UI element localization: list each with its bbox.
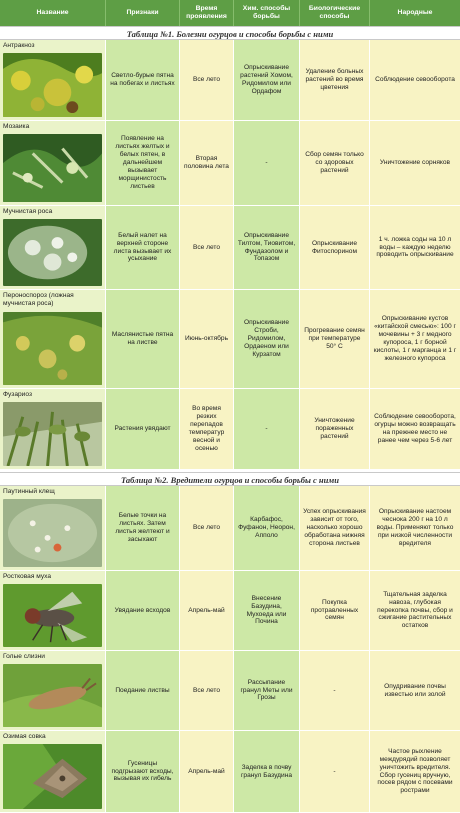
signs-cell: Белые точки на листьях. Затем листья желтеют и засыхают	[106, 486, 180, 571]
table-row	[0, 651, 460, 731]
folk-cell: Опрыскивание настоем чеснока 200 г на 10 л воды. Применяют только при низкой численности вредителя	[370, 486, 460, 571]
name-cell	[0, 731, 106, 813]
chem-cell: Карбафос, Фуфанон, Неорон, Апполо	[234, 486, 300, 571]
header-time: Время проявления	[180, 0, 234, 26]
name-cell	[0, 290, 106, 389]
time-cell: Вторая половина лета	[180, 121, 234, 206]
row-name: Мозаика	[3, 123, 30, 130]
time-cell: Все лето	[180, 486, 234, 571]
name-cell	[0, 486, 106, 571]
signs-cell: Светло-бурые пятна на побегах и листьях	[106, 40, 180, 121]
time-cell: Апрель-май	[180, 731, 234, 813]
time-cell: Все лето	[180, 651, 234, 731]
row-name: Антракноз	[3, 42, 35, 49]
signs-cell: Маслянистые пятна на листве	[106, 290, 180, 389]
header-row	[0, 0, 460, 26]
table-row	[0, 290, 460, 389]
row-name: Озимая совка	[3, 733, 46, 740]
table-row	[0, 206, 460, 290]
peronosporosis-photo	[3, 312, 102, 385]
name-cell	[0, 651, 106, 731]
folk-cell: Уничтожение сорняков	[370, 121, 460, 206]
folk-cell: Опудривание почвы известью или золой	[370, 651, 460, 731]
table-row	[0, 486, 460, 571]
name-cell	[0, 389, 106, 470]
bio-cell: Успех опрыскивания зависит от того, насколько хорошо обработана нижняя сторона листьев	[300, 486, 370, 571]
signs-cell: Увядание всходов	[106, 571, 180, 651]
signs-cell: Растения увядают	[106, 389, 180, 470]
chem-cell: Опрыскивание Тилтом, Тиовитом, Фундазолом и Топазом	[234, 206, 300, 290]
time-cell: Июнь-октябрь	[180, 290, 234, 389]
slug-photo	[3, 664, 102, 727]
table-row	[0, 40, 460, 121]
bio-cell: Прогревание семян при температуре 50° С	[300, 290, 370, 389]
bio-cell: Уничтожение пораженных растений	[300, 389, 370, 470]
table2-title: Таблица №2. Вредители огурцов и способы борьбы с ними	[0, 472, 460, 486]
chem-cell: Опрыскивание растений Хомом, Ридомилом или Ордафом	[234, 40, 300, 121]
bio-cell: Удаление больных растений во время цветения	[300, 40, 370, 121]
fusarium-photo	[3, 402, 102, 466]
signs-cell: Гусеницы подгрызают всходы, вызывая их гибель	[106, 731, 180, 813]
row-name: Пероноспороз (ложная мучнистая роса)	[3, 292, 74, 307]
time-cell: Все лето	[180, 40, 234, 121]
row-name: Фузариоз	[3, 391, 32, 398]
name-cell	[0, 121, 106, 206]
table1-title: Таблица №1. Болезни огурцов и способы борьбы с ними	[0, 26, 460, 40]
anthracnose-photo	[3, 53, 102, 117]
header-bio: Биологические способы	[300, 0, 370, 26]
name-cell	[0, 206, 106, 290]
chem-cell: Внесение Базудина, Мухоеда или Почина	[234, 571, 300, 651]
row-name: Паутинный клещ	[3, 488, 55, 495]
row-name: Мучнистая роса	[3, 208, 53, 215]
table-row	[0, 571, 460, 651]
header-name: Название	[0, 0, 106, 26]
bio-cell: -	[300, 731, 370, 813]
chem-cell: -	[234, 389, 300, 470]
folk-cell: Частое рыхление междурядий позволяет уничтожить вредителя. Сбор гусениц вручную, посев рядом с посевами рострами	[370, 731, 460, 813]
folk-cell: Соблюдение севооборота	[370, 40, 460, 121]
bio-cell: -	[300, 651, 370, 731]
bio-cell: Сбор семян только со здоровых растений	[300, 121, 370, 206]
chem-cell: Опрыскивание Строби, Ридомилом, Ордаеном или Курзатом	[234, 290, 300, 389]
time-cell: Все лето	[180, 206, 234, 290]
name-cell	[0, 40, 106, 121]
name-cell	[0, 571, 106, 651]
spider-mite-photo	[3, 499, 102, 567]
folk-cell: Соблюдение севооборота, огурцы можно возвращать на прежнее место не ранее чем через 5-6 лет	[370, 389, 460, 470]
signs-cell: Поедание листвы	[106, 651, 180, 731]
chem-cell: Рассыпание гранул Меты или Грозы	[234, 651, 300, 731]
mosaic-photo	[3, 134, 102, 202]
signs-cell: Появление на листьях желтых и белых пятен, в дальнейшем вызывает морщинистость листьев	[106, 121, 180, 206]
table-row	[0, 731, 460, 813]
header-folk: Народные	[397, 9, 433, 17]
table-row	[0, 389, 460, 470]
bio-cell: Опрыскивание Фитоспорином	[300, 206, 370, 290]
chem-cell: -	[234, 121, 300, 206]
row-name: Голые слизни	[3, 653, 45, 660]
powdery-mildew-photo	[3, 219, 102, 286]
folk-cell: Опрыскивание кустов «китайской смесью»: 100 г мочевины + 3 г медного купороса, 1 г борной кислоты, 1 г марганца и 1 г железного купороса	[370, 290, 460, 389]
bio-cell: Покупка протравленных семян	[300, 571, 370, 651]
row-name: Ростковая муха	[3, 573, 52, 580]
header-chem: Хим. способы борьбы	[234, 0, 300, 26]
time-cell: Апрель-май	[180, 571, 234, 651]
folk-cell: Тщательная заделка навоза, глубокая перекопка почвы, сбор и сжигание растительных остатков	[370, 571, 460, 651]
table-row	[0, 121, 460, 206]
header-signs: Признаки	[106, 0, 180, 26]
seedcorn-fly-photo	[3, 584, 102, 647]
chem-cell: Заделка в почву гранул Базудина	[234, 731, 300, 813]
folk-cell: 1 ч. ложка соды на 10 л воды – каждую неделю проводить опрыскивание	[370, 206, 460, 290]
time-cell: Во время резких перепадов температур весной и осенью	[180, 389, 234, 470]
cutworm-moth-photo	[3, 744, 102, 809]
signs-cell: Белый налет на верхней стороне листа вызывает их усыхание	[106, 206, 180, 290]
